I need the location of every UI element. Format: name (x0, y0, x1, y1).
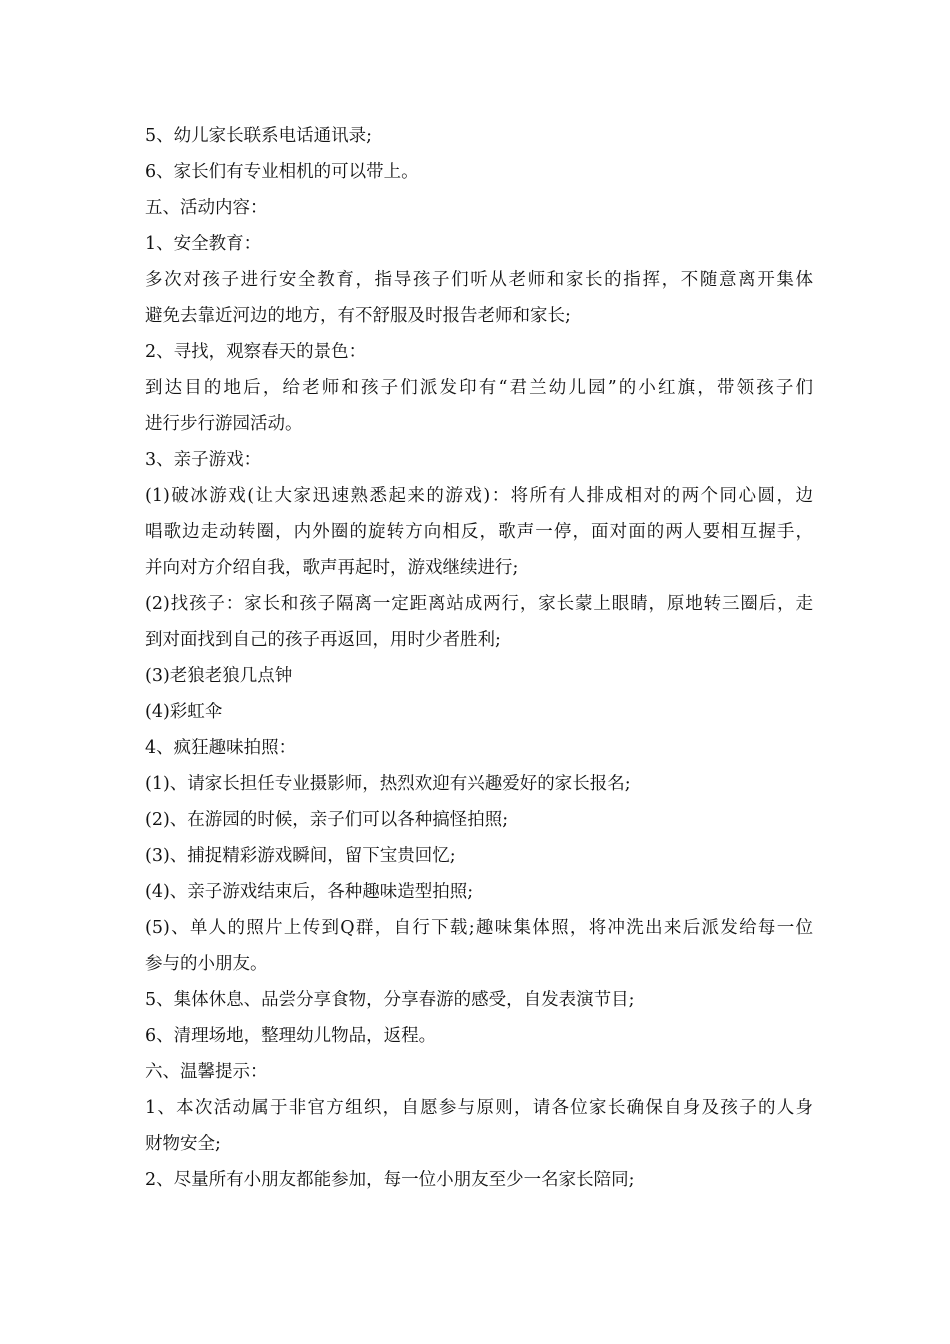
subsection-heading: 1、安全教育： (145, 234, 262, 254)
text-line: 5、幼儿家长联系电话通讯录; (145, 126, 373, 146)
text-line: 6、家长们有专业相机的可以带上。 (145, 162, 419, 182)
list-item: (1)、请家长担任专业摄影师，热烈欢迎有兴趣爱好的家长报名; (145, 774, 631, 794)
subsection-heading: 5、集体休息、品尝分享食物，分享春游的感受，自发表演节目; (145, 990, 635, 1010)
list-item: (4)、亲子游戏结束后，各种趣味造型拍照; (145, 882, 474, 902)
paragraph-line: 进行步行游园活动。 (145, 414, 303, 434)
subsection-heading: 4、疯狂趣味拍照： (145, 738, 297, 758)
subsection-heading: 6、清理场地，整理幼儿物品，返程。 (145, 1026, 437, 1046)
paragraph-line: 唱歌边走动转圈，内外圈的旋转方向相反，歌声一停，面对面的两人要相互握手， (145, 522, 813, 542)
paragraph-line: 到对面找到自己的孩子再返回，用时少者胜利; (145, 630, 501, 650)
paragraph-line: 财物安全; (145, 1134, 221, 1154)
section-heading: 五、活动内容： (145, 198, 268, 218)
list-item: 参与的小朋友。 (145, 954, 268, 974)
paragraph-line: (1)破冰游戏(让大家迅速熟悉起来的游戏)：将所有人排成相对的两个同心圆，边 (145, 486, 813, 506)
list-item: (2)、在游园的时候，亲子们可以各种搞怪拍照; (145, 810, 509, 830)
paragraph-line: 避免去靠近河边的地方，有不舒服及时报告老师和家长; (145, 306, 571, 326)
paragraph-line: 并向对方介绍自我，歌声再起时，游戏继续进行; (145, 558, 519, 578)
paragraph-line: 1、本次活动属于非官方组织，自愿参与原则，请各位家长确保自身及孩子的人身 (145, 1098, 813, 1118)
document-page (145, 118, 813, 1198)
subsection-heading: 3、亲子游戏： (145, 450, 262, 470)
paragraph-line: 多次对孩子进行安全教育，指导孩子们听从老师和家长的指挥，不随意离开集体 (145, 270, 813, 290)
subsection-heading: 2、寻找，观察春天的景色： (145, 342, 367, 362)
list-item: (3)老狼老狼几点钟 (145, 666, 293, 686)
list-item: (4)彩虹伞 (145, 702, 223, 722)
paragraph-line: 到达目的地后，给老师和孩子们派发印有“君兰幼儿园”的小红旗，带领孩子们 (145, 378, 813, 398)
list-item: (5)、单人的照片上传到Q群，自行下载;趣味集体照，将冲洗出来后派发给每一位 (145, 918, 813, 938)
list-item: (3)、捕捉精彩游戏瞬间，留下宝贵回忆; (145, 846, 456, 866)
paragraph-line: (2)找孩子：家长和孩子隔离一定距离站成两行，家长蒙上眼睛，原地转三圈后，走 (145, 594, 813, 614)
section-heading: 六、温馨提示： (145, 1062, 268, 1082)
paragraph-line: 2、尽量所有小朋友都能参加，每一位小朋友至少一名家长陪同; (145, 1170, 635, 1190)
